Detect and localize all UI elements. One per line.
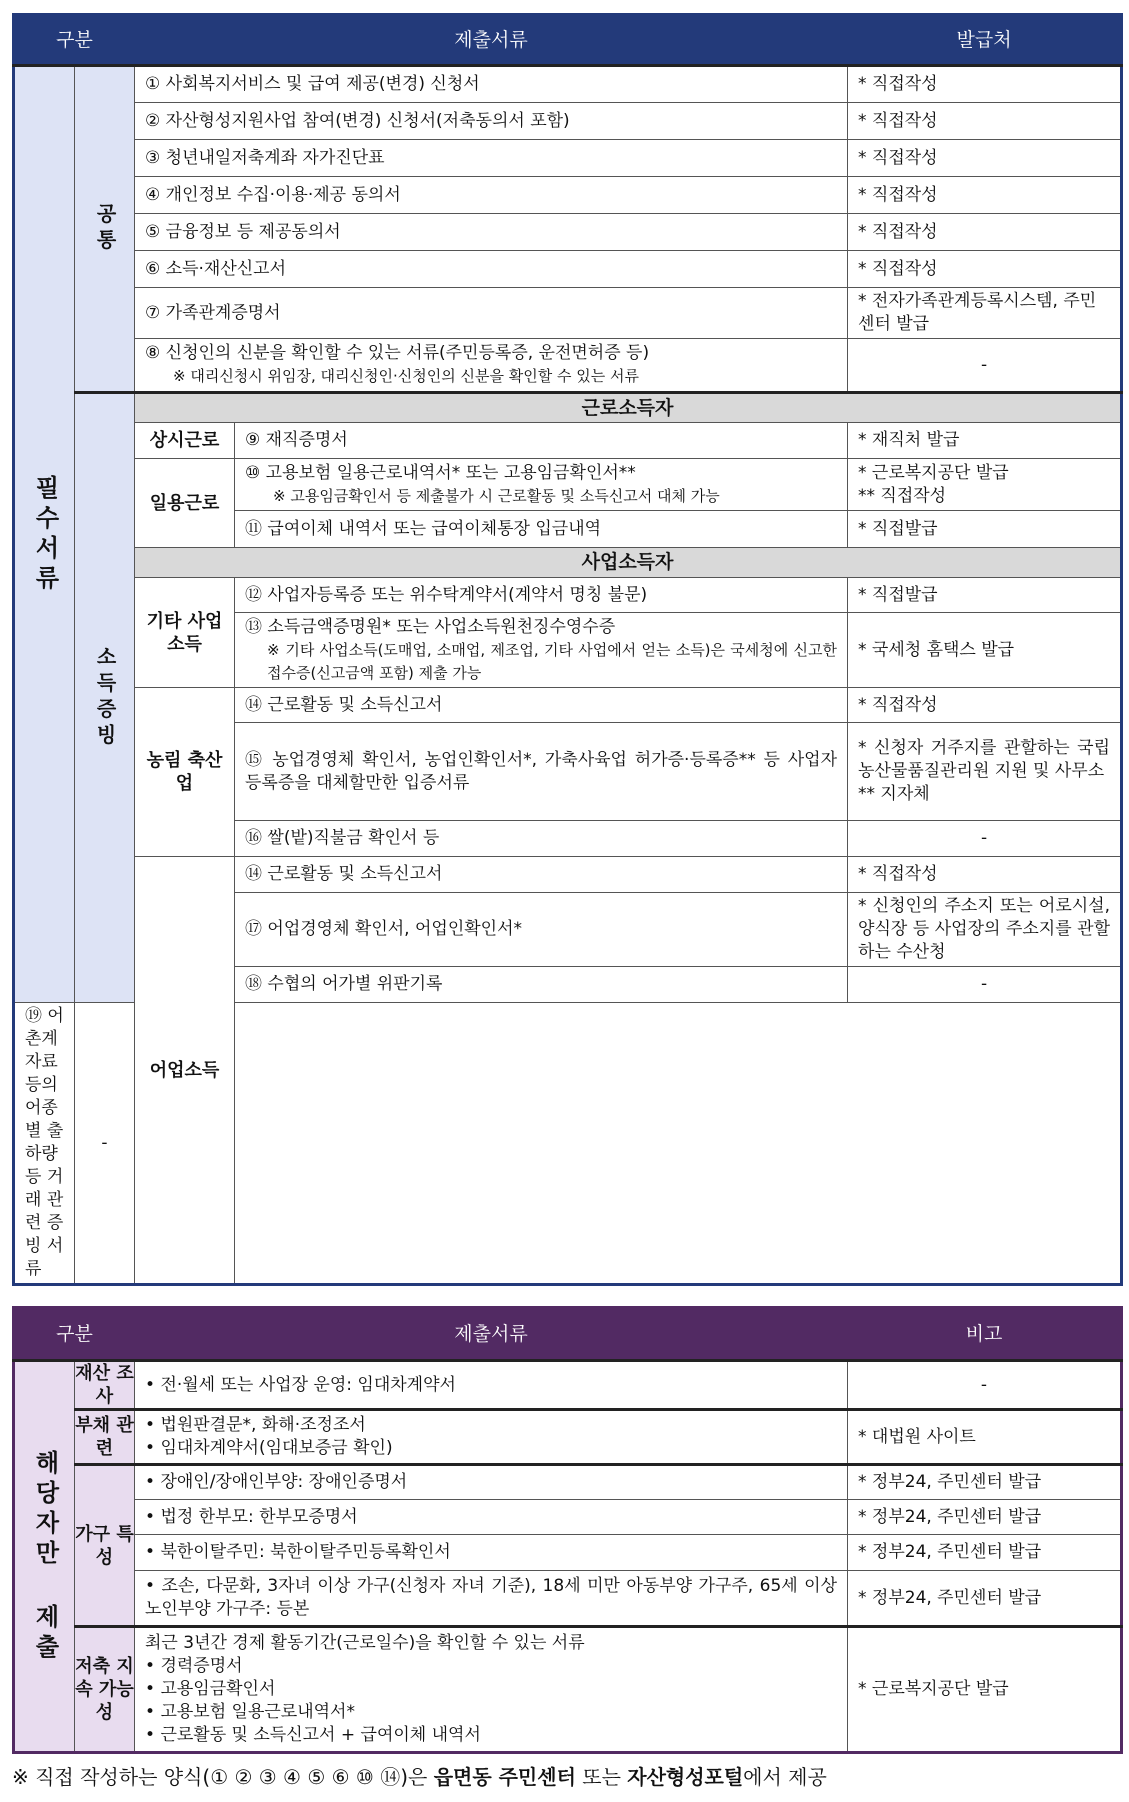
table-row: [14, 578, 1122, 613]
doc-cell: ② 자산형성지원사업 참여(변경) 신청서(저축동의서 포함): [135, 103, 848, 140]
issuer-cell: * 직접작성: [848, 103, 1122, 140]
table-row: [14, 140, 1122, 177]
doc-cell: • 법정 한부모: 한부모증명서: [135, 1500, 848, 1535]
issuer-line: ** 직접작성: [858, 485, 947, 506]
table-row: [14, 103, 1122, 140]
doc-text: ⑩ 고용보험 일용근로내역서* 또는 고용임금확인서**: [245, 462, 636, 483]
list-item: • 전·월세 또는 사업장 운영: 임대차계약서: [145, 1374, 456, 1395]
remark-cell: * 정부24, 주민센터 발급: [848, 1500, 1122, 1535]
issuer-cell: * 직접작성: [848, 177, 1122, 214]
category-farming: 농림 축산업: [135, 688, 235, 857]
doc-cell: • 북한이탈주민: 북한이탈주민등록확인서: [135, 1535, 848, 1571]
section-row: [14, 548, 1122, 578]
issuer-cell: * 직접작성: [848, 140, 1122, 177]
category-other-business: 기타 사업소득: [135, 578, 235, 688]
issuer-cell: -: [848, 339, 1122, 393]
footer-bold: 자산형성포털: [627, 1765, 744, 1789]
category-household: 가구 특성: [75, 1465, 135, 1627]
table-row: [14, 1571, 1122, 1627]
doc-cell: ① 사회복지서비스 및 급여 제공(변경) 신청서: [135, 66, 848, 103]
section-row: [14, 393, 1122, 423]
issuer-cell: -: [75, 1003, 135, 1285]
section-business-income: 사업소득자: [135, 548, 1122, 578]
table-row: [14, 1410, 1122, 1465]
doc-cell: [235, 613, 848, 688]
table-row: [14, 177, 1122, 214]
subgroup-income-proof: 소득증빙: [75, 393, 135, 1003]
item-text: 장애인/장애인부양: 장애인증명서: [160, 1472, 408, 1492]
list-item: • 경력증명서: [145, 1656, 243, 1676]
doc-cell: ⑭ 근로활동 및 소득신고서: [235, 857, 848, 893]
table-row: [14, 1465, 1122, 1500]
table-row: [14, 459, 1122, 511]
issuer-cell: * 직접작성: [848, 688, 1122, 723]
table-row: [14, 288, 1122, 339]
item-text: 북한이탈주민: 북한이탈주민등록확인서: [160, 1542, 451, 1562]
doc-cell: [135, 339, 848, 393]
list-item: • 고용임금확인서: [145, 1679, 276, 1699]
doc-cell: ⑰ 어업경영체 확인서, 어업인확인서*: [235, 893, 848, 967]
issuer-cell: -: [848, 821, 1122, 857]
item-text: 고용임금확인서: [160, 1679, 276, 1699]
header-category: 구분: [14, 1308, 135, 1361]
doc-cell: ⑭ 근로활동 및 소득신고서: [235, 688, 848, 723]
category-property: 재산 조사: [75, 1361, 135, 1410]
remark-cell: * 근로복지공단 발급: [848, 1627, 1122, 1753]
doc-cell: [135, 1627, 848, 1753]
doc-note: ※ 고용임금확인서 등 제출불가 시 근로활동 및 소득신고서 대체 가능: [273, 486, 720, 505]
doc-cell: ⑨ 재직증명서: [235, 423, 848, 459]
intro-text: 최근 3년간 경제 활동기간(근로일수)을 확인할 수 있는 서류: [145, 1633, 585, 1653]
list-item: • 임대차계약서(임대보증금 확인): [145, 1438, 393, 1458]
remark-cell: -: [848, 1361, 1122, 1410]
doc-note: ※ 대리신청시 위임장, 대리신청인·신청인의 신분을 확인할 수 있는 서류: [173, 367, 639, 385]
footer-note: [12, 1764, 1120, 1790]
doc-text: ⑬ 소득금액증명원* 또는 사업소득원천징수영수증: [245, 616, 616, 637]
issuer-cell: * 신청인의 주소지 또는 어로시설, 양식장 등 사업장의 주소지를 관할하는 수산청: [848, 893, 1122, 967]
issuer-cell: * 직접작성: [848, 251, 1122, 288]
remark-cell: * 대법원 사이트: [848, 1410, 1122, 1465]
category-regular-work: 상시근로: [135, 423, 235, 459]
section-labor-income: 근로소득자: [135, 393, 1122, 423]
table-row: [14, 339, 1122, 393]
issuer-cell: * 직접작성: [848, 857, 1122, 893]
remark-cell: * 정부24, 주민센터 발급: [848, 1571, 1122, 1627]
footer-text: ※ 직접 작성하는 양식(① ② ③ ④ ⑤ ⑥ ⑩ ⑭)은: [12, 1765, 434, 1789]
table-header-row: [14, 1308, 1122, 1361]
table-row: [14, 688, 1122, 723]
doc-cell: ⑲ 어촌계 자료 등의 어종별 출하량 등 거래 관련 증빙 서류: [14, 1003, 75, 1285]
category-daily-work: 일용근로: [135, 459, 235, 548]
list-item: • 고용보험 일용근로내역서*: [145, 1702, 355, 1722]
issuer-cell: * 국세청 홈택스 발급: [848, 613, 1122, 688]
issuer-cell: -: [848, 967, 1122, 1003]
doc-cell: ⑤ 금융정보 등 제공동의서: [135, 214, 848, 251]
doc-cell: ⑥ 소득·재산신고서: [135, 251, 848, 288]
table-row: [14, 1500, 1122, 1535]
issuer-cell: * 직접발급: [848, 578, 1122, 613]
table-row: [14, 423, 1122, 459]
table-row: [14, 251, 1122, 288]
footer-text: 또는: [575, 1765, 628, 1789]
footer-bold: 읍면동 주민센터: [433, 1765, 576, 1789]
table-row: [14, 857, 1122, 893]
doc-cell: ⑱ 수협의 어가별 위판기록: [235, 967, 848, 1003]
list-item: • 법원판결문*, 화해·조정조서: [145, 1415, 366, 1435]
table-row: [14, 1535, 1122, 1571]
category-fishery: 어업소득: [135, 857, 235, 1285]
doc-text: ⑧ 신청인의 신분을 확인할 수 있는 서류(주민등록증, 운전면허증 등): [145, 343, 650, 363]
issuer-cell: [848, 723, 1122, 821]
item-text: 법원판결문*, 화해·조정조서: [160, 1415, 366, 1435]
issuer-cell: * 직접작성: [848, 214, 1122, 251]
doc-cell: [135, 1410, 848, 1465]
item-text: 근로활동 및 소득신고서 + 급여이체 내역서: [160, 1725, 481, 1745]
doc-cell: [135, 1361, 848, 1410]
table-row: [14, 66, 1122, 103]
doc-cell: ⑯ 쌀(밭)직불금 확인서 등: [235, 821, 848, 857]
issuer-cell: * 직접작성: [848, 66, 1122, 103]
subgroup-common: 공통: [75, 66, 135, 393]
doc-cell: [235, 459, 848, 511]
list-item: • 근로활동 및 소득신고서 + 급여이체 내역서: [145, 1725, 481, 1745]
doc-cell: ⑦ 가족관계증명서: [135, 288, 848, 339]
category-debt: 부채 관련: [75, 1410, 135, 1465]
item-text: 전·월세 또는 사업장 운영: 임대차계약서: [160, 1374, 456, 1395]
issuer-line: * 근로복지공단 발급: [858, 462, 1009, 483]
category-savings-sustainability: 저축 지속 가능성: [75, 1627, 135, 1753]
item-text: 임대차계약서(임대보증금 확인): [160, 1438, 393, 1458]
item-text: 법정 한부모: 한부모증명서: [160, 1506, 358, 1527]
remark-cell: * 정부24, 주민센터 발급: [848, 1465, 1122, 1500]
item-text: 경력증명서: [160, 1656, 243, 1676]
header-documents: 제출서류: [135, 15, 848, 66]
issuer-cell: * 전자가족관계등록시스템, 주민센터 발급: [848, 288, 1122, 339]
table-header-row: [14, 15, 1122, 66]
header-category: 구분: [14, 15, 135, 66]
doc-cell: ⑮ 농업경영체 확인서, 농업인확인서*, 가축사육업 허가증·등록증** 등 사업자 등록증을 대체할만한 입증서류: [235, 723, 848, 821]
issuer-cell: [848, 459, 1122, 511]
item-text: 고용보험 일용근로내역서*: [160, 1702, 355, 1722]
group-required: 필수서류: [14, 66, 75, 1003]
issuer-cell: * 직접발급: [848, 511, 1122, 548]
doc-cell: • 장애인/장애인부양: 장애인증명서: [135, 1465, 848, 1500]
remark-cell: * 정부24, 주민센터 발급: [848, 1535, 1122, 1571]
doc-cell: • 조손, 다문화, 3자녀 이상 가구(신청자 자녀 기준), 18세 미만 아동부양 가구주, 65세 이상 노인부양 가구주: 등본: [135, 1571, 848, 1627]
header-documents: 제출서류: [135, 1308, 848, 1361]
issuer-line: * 신청자 거주지를 관할하는 국립농산물품질관리원 지원 및 사무소: [858, 738, 1111, 781]
group-applicable-only: 해당자만 제출: [14, 1361, 75, 1753]
doc-cell: ③ 청년내일저축계좌 자가진단표: [135, 140, 848, 177]
doc-cell: ④ 개인정보 수집·이용·제공 동의서: [135, 177, 848, 214]
table-row: [14, 1361, 1122, 1410]
footer-text: 에서 제공: [743, 1765, 827, 1789]
table-row: [14, 214, 1122, 251]
doc-cell: ⑪ 급여이체 내역서 또는 급여이체통장 입금내역: [235, 511, 848, 548]
header-remarks: 비고: [848, 1308, 1122, 1361]
doc-cell: ⑫ 사업자등록증 또는 위수탁계약서(계약서 명칭 불문): [235, 578, 848, 613]
header-issuer: 발급처: [848, 15, 1122, 66]
issuer-line: ** 지자체: [858, 784, 930, 804]
table-row: [14, 1627, 1122, 1753]
issuer-cell: * 재직처 발급: [848, 423, 1122, 459]
optional-documents-table: [12, 1306, 1123, 1754]
required-documents-table: [12, 13, 1123, 1286]
item-text: 조손, 다문화, 3자녀 이상 가구(신청자 자녀 기준), 18세 미만 아동부양 가구주, 65세 이상 노인부양 가구주: 등본: [145, 1576, 837, 1619]
doc-note: ※ 기타 사업소득(도매업, 소매업, 제조업, 기타 사업에서 얻는 소득)은 국세청에 신고한 접수증(신고금액 포함) 제출 가능: [267, 640, 838, 682]
